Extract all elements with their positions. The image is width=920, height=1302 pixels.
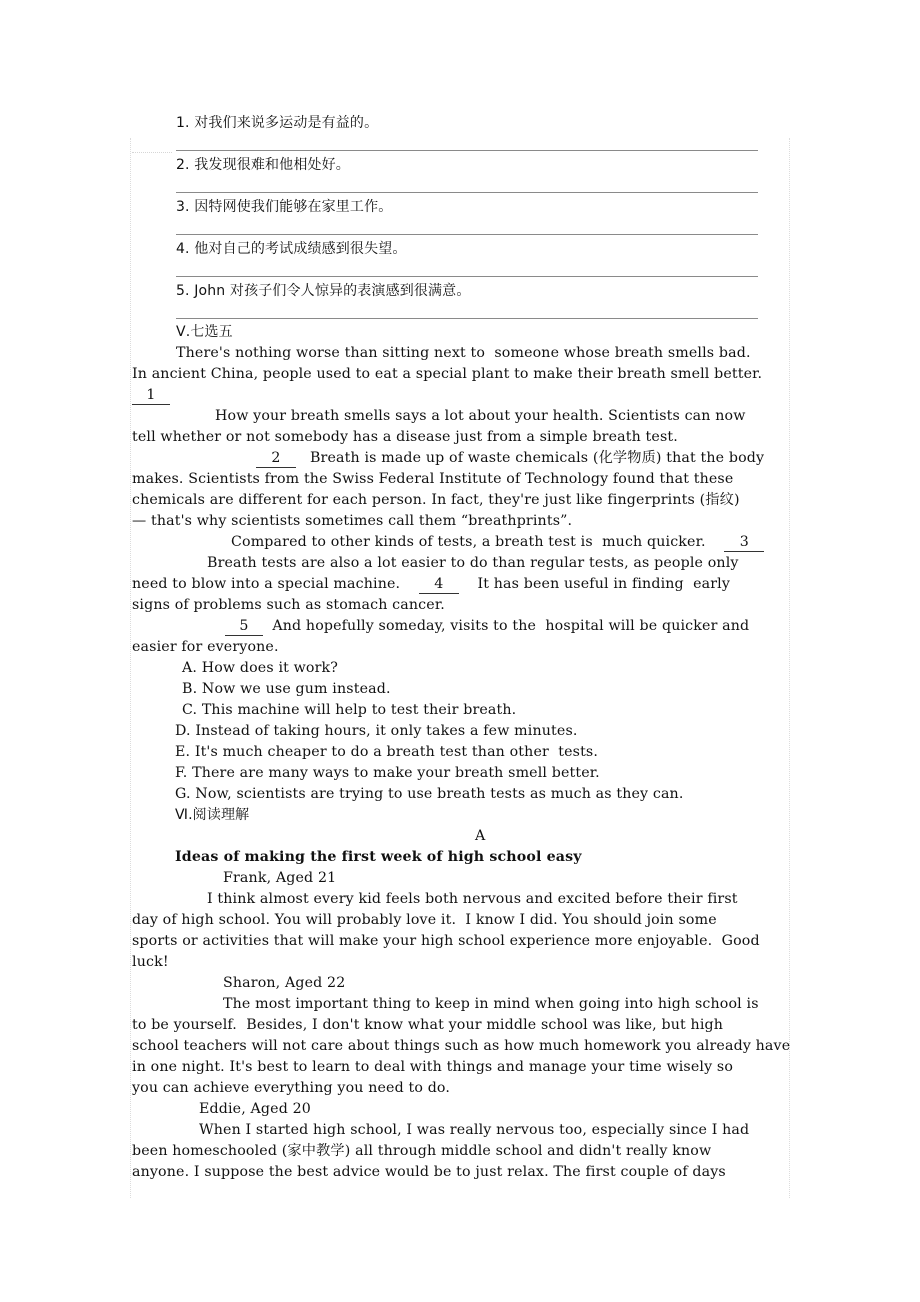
article-title: Ideas of making the first week of high school easy [175, 849, 582, 865]
section-heading: Ⅵ.阅读理解 [175, 807, 250, 823]
option-e: E. It's much cheaper to do a breath test than other tests. [175, 744, 599, 760]
passage-line: In ancient China, people used to eat a special plant to make their breath smell better. [132, 366, 763, 382]
paragraph-line: you can achieve everything you need to do. [132, 1080, 451, 1096]
passage-line: tell whether or not somebody has a disease just from a simple breath test. [132, 429, 678, 445]
passage-line: makes. Scientists from the Swiss Federal Institute of Technology found that these [132, 471, 734, 487]
item-text: John 对孩子们令人惊异的表演感到很满意。 [194, 283, 471, 299]
paragraph-line: sports or activities that will make your high school experience more enjoyable. Good [132, 933, 760, 949]
option-c: C. This machine will help to test their breath. [182, 702, 517, 718]
passage-line: chemicals are different for each person. In fact, they're just like fingerprints (指纹) [132, 492, 740, 508]
translation-item-4 [176, 239, 407, 260]
paragraph-line: school teachers will not care about things such as how much homework you already have [132, 1038, 791, 1054]
item-number: 2. [176, 157, 190, 173]
passage-text: Breath is made up of waste chemicals (化学物质) that the body [309, 450, 765, 466]
blank-5[interactable]: 5 [225, 618, 263, 636]
paragraph-line: day of high school. You will probably love it. I know I did. You should join some [132, 912, 717, 928]
item-number: 5. [176, 283, 190, 299]
item-number: 1. [176, 115, 190, 131]
passage-line: signs of problems such as stomach cancer. [132, 597, 445, 613]
answer-line-1[interactable] [176, 150, 758, 151]
passage-text: It has been useful in finding early [477, 576, 731, 592]
blank-3-line [231, 532, 764, 553]
passage-line: easier for everyone. [132, 639, 279, 655]
answer-line-4[interactable] [176, 276, 758, 277]
translation-item-5 [176, 281, 470, 302]
paragraph-line: to be yourself. Besides, I don't know what your middle school was like, but high [132, 1017, 724, 1033]
section-heading: Ⅴ.七选五 [176, 324, 233, 340]
passage-text: need to blow into a special machine. [132, 576, 401, 592]
blank-5-line [225, 616, 749, 637]
paragraph-line: anyone. I suppose the best advice would be to just relax. The first couple of days [132, 1164, 726, 1180]
paragraph-line: been homeschooled (家中教学) all through middle school and didn't really know [132, 1143, 712, 1159]
option-d: D. Instead of taking hours, it only takes a few minutes. [175, 723, 578, 739]
item-number: 4. [176, 241, 190, 257]
translation-item-2 [176, 155, 350, 176]
paragraph-line: I think almost every kid feels both nervous and excited before their first [207, 891, 738, 907]
option-a: A. How does it work? [182, 660, 339, 676]
option-b: B. Now we use gum instead. [182, 681, 391, 697]
item-text: 因特网使我们能够在家里工作。 [194, 199, 393, 215]
answer-line-2[interactable] [176, 192, 758, 193]
blank-2-line [256, 448, 764, 469]
blank-1-line [132, 385, 170, 406]
grid-dots [132, 152, 172, 153]
blank-1[interactable]: 1 [132, 387, 170, 405]
paragraph-line: in one night. It's best to learn to deal with things and manage your time wisely so [132, 1059, 734, 1075]
item-text: 对我们来说多运动是有益的。 [194, 115, 379, 131]
author-eddie: Eddie, Aged 20 [199, 1101, 311, 1117]
option-f: F. There are many ways to make your breath smell better. [175, 765, 600, 781]
passage-line: — that's why scientists sometimes call them “breathprints”. [132, 513, 573, 529]
passage-line: How your breath smells says a lot about your health. Scientists can now [215, 408, 746, 424]
passage-line: There's nothing worse than sitting next to someone whose breath smells bad. [176, 345, 751, 361]
passage-text: Compared to other kinds of tests, a breath test is much quicker. [231, 534, 706, 550]
author-frank: Frank, Aged 21 [223, 870, 337, 886]
author-sharon: Sharon, Aged 22 [223, 975, 346, 991]
answer-line-3[interactable] [176, 234, 758, 235]
blank-4-line [132, 574, 730, 595]
answer-line-5[interactable] [176, 318, 758, 319]
paragraph-line: luck! [132, 954, 169, 970]
blank-2[interactable]: 2 [256, 450, 296, 468]
blank-3[interactable]: 3 [724, 534, 764, 552]
passage-line: Breath tests are also a lot easier to do than regular tests, as people only [207, 555, 739, 571]
part-label: A [475, 828, 486, 844]
item-number: 3. [176, 199, 190, 215]
passage-text: And hopefully someday, visits to the hospital will be quicker and [272, 618, 750, 634]
paragraph-line: When I started high school, I was really nervous too, especially since I had [199, 1122, 750, 1138]
translation-item-1 [176, 113, 378, 134]
item-text: 我发现很难和他相处好。 [194, 157, 350, 173]
blank-4[interactable]: 4 [419, 576, 459, 594]
paragraph-line: The most important thing to keep in mind when going into high school is [223, 996, 759, 1012]
option-g: G. Now, scientists are trying to use breath tests as much as they can. [175, 786, 684, 802]
item-text: 他对自己的考试成绩感到很失望。 [194, 241, 407, 257]
translation-item-3 [176, 197, 392, 218]
